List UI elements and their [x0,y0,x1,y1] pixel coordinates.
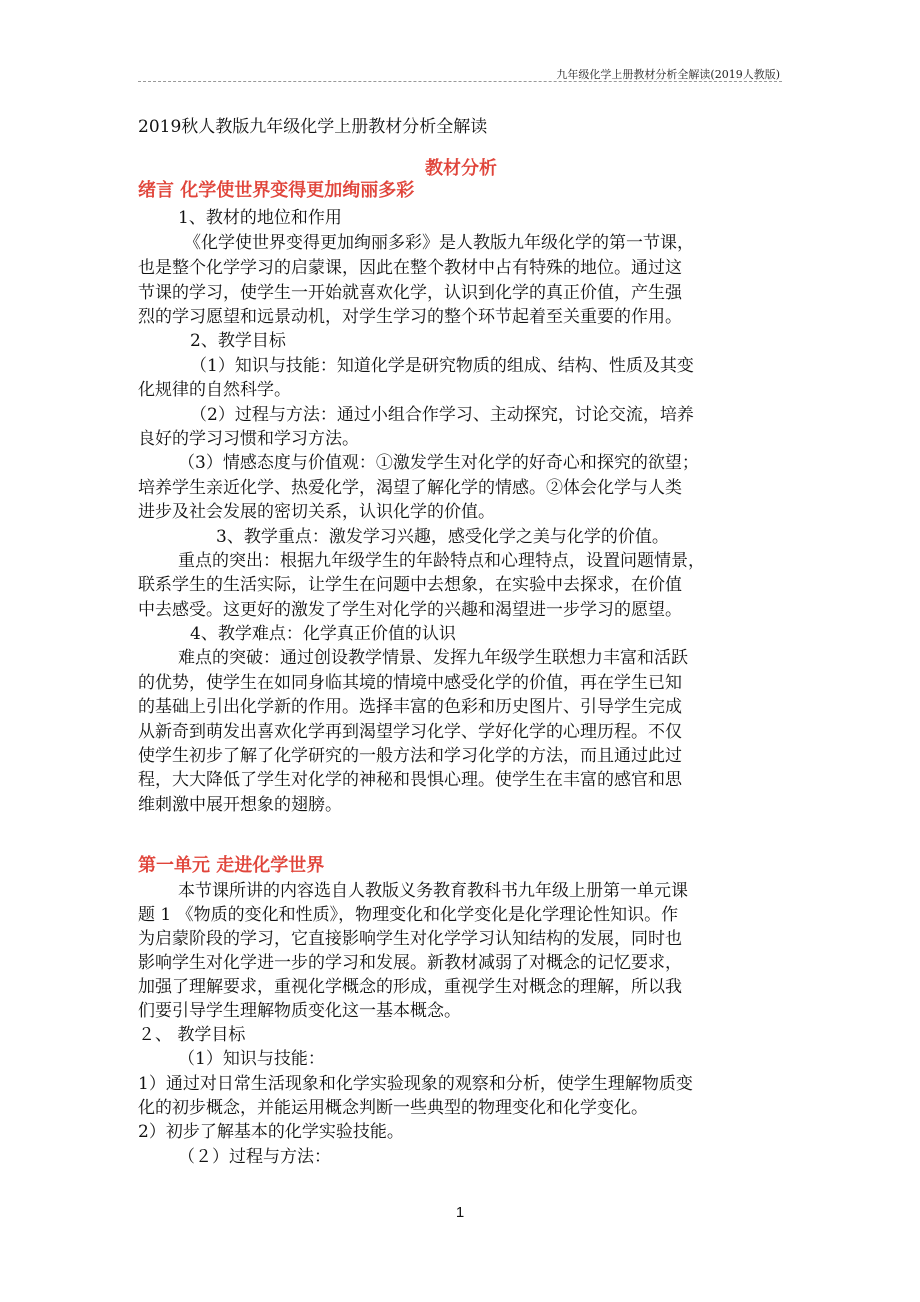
intro-line: 化规律的自然科学。 [138,380,291,400]
intro-line: 联系学生的生活实际，让学生在问题中去想象，在实验中去探求，在价值 [138,575,682,595]
unit1-line: 题 1 《物质的变化和性质》，物理变化和化学变化是化学理论性知识。作 [138,905,679,925]
intro-line: 程，大大降低了学生对化学的神秘和畏惧心理。使学生在丰富的感官和思 [138,770,682,790]
intro-line: 良好的学习习惯和学习方法。 [138,429,359,449]
intro-line: （1）知识与技能：知道化学是研究物质的组成、结构、性质及其变 [190,356,694,376]
document-title: 2019秋人教版九年级化学上册教材分析全解读 [138,117,488,137]
header-divider [138,81,782,82]
section-title: 教材分析 [425,158,497,179]
intro-line: 4、教学难点：化学真正价值的认识 [190,624,456,644]
intro-line: 进步及社会发展的密切关系，认识化学的价值。 [138,502,495,522]
unit1-line: ２、 教学目标 [138,1025,246,1045]
intro-line: 1、教材的地位和作用 [178,208,342,228]
intro-line: 重点的突出：根据九年级学生的年龄特点和心理特点，设置问题情景， [178,551,705,571]
running-header: 九年级化学上册教材分析全解读(2019人教版) [556,68,780,81]
unit1-line: 加强了理解要求，重视化学概念的形成，重视学生对概念的理解，所以我 [138,977,682,997]
unit1-line: 2）初步了解基本的化学实验技能。 [138,1122,404,1142]
unit1-line: （1）知识与技能： [178,1049,325,1069]
intro-line: 中去感受。这更好的激发了学生对化学的兴趣和渴望进一步学习的愿望。 [138,600,682,620]
intro-line: 难点的突破：通过创设教学情景、发挥九年级学生联想力丰富和活跃 [178,648,688,668]
intro-line: 《化学使世界变得更加绚丽多彩》是人教版九年级化学的第一节课， [184,233,694,253]
unit1-line: 1）通过对日常生活现象和化学实验现象的观察和分析，使学生理解物质变 [138,1074,693,1094]
unit1-line: 为启蒙阶段的学习，它直接影响学生对化学学习认知结构的发展，同时也 [138,929,682,949]
unit1-line: 化的初步概念，并能运用概念判断一些典型的物理变化和化学变化。 [138,1098,648,1118]
intro-line: 3、教学重点：激发学习兴趣，感受化学之美与化学的价值。 [216,527,669,547]
unit1-heading: 第一单元 走进化学世界 [138,855,325,876]
page-number: 1 [455,1204,465,1221]
intro-line: 的基础上引出化学新的作用。选择丰富的色彩和历史图片、引导学生完成 [138,697,682,717]
intro-line: 的优势，使学生在如同身临其境的情境中感受化学的价值，再在学生已知 [138,673,682,693]
unit1-line: 们要引导学生理解物质变化这一基本概念。 [138,1001,461,1021]
intro-line: （3）情感态度与价值观：①激发学生对化学的好奇心和探究的欲望； [178,453,699,473]
intro-line: 2、教学目标 [190,331,286,351]
intro-line: 培养学生亲近化学、热爱化学，渴望了解化学的情感。②体会化学与人类 [138,478,682,498]
intro-line: 维刺激中展开想象的翅膀。 [138,795,342,815]
unit1-line: 本节课所讲的内容选自人教版义务教育教科书九年级上册第一单元课 [178,881,688,901]
intro-line: 使学生初步了解了化学研究的一般方法和学习化学的方法，而且通过此过 [138,746,682,766]
intro-line: 节课的学习，使学生一开始就喜欢化学，认识到化学的真正价值，产生强 [138,283,682,303]
unit1-line: 影响学生对化学进一步的学习和发展。新教材减弱了对概念的记忆要求， [138,953,682,973]
unit1-line: （２）过程与方法： [178,1147,331,1167]
intro-line: 烈的学习愿望和远景动机，对学生学习的整个环节起着至关重要的作用。 [138,307,682,327]
intro-line: 从新奇到萌发出喜欢化学再到渴望学习化学、学好化学的心理历程。不仅 [138,722,682,742]
intro-heading: 绪言 化学使世界变得更加绚丽多彩 [138,180,415,201]
intro-line: 也是整个化学学习的启蒙课，因此在整个教材中占有特殊的地位。通过这 [138,258,682,278]
intro-line: （2）过程与方法：通过小组合作学习、主动探究，讨论交流，培养 [190,405,694,425]
